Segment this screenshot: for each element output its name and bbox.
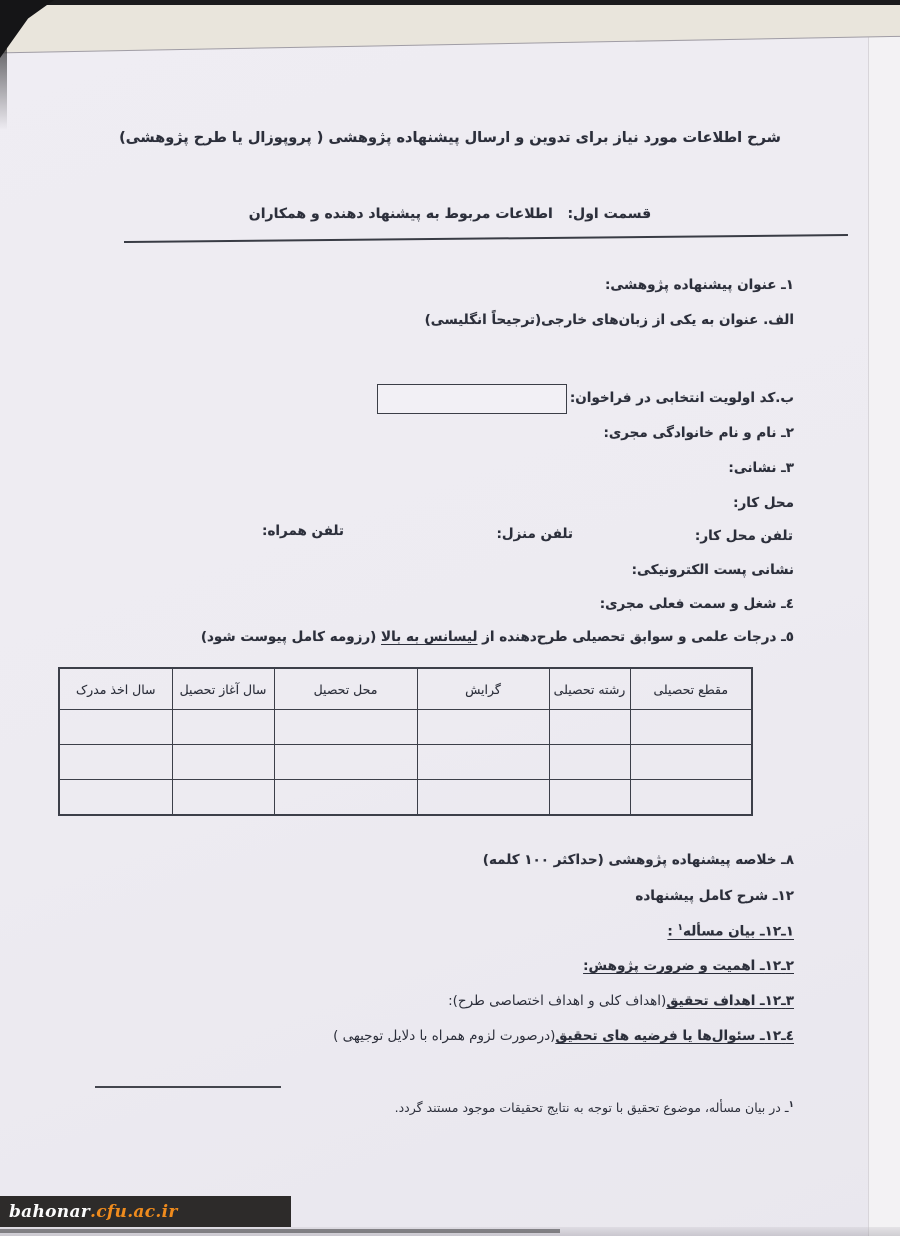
research-questions-note: (درصورت لزوم همراه با دلایل توجیهی )	[333, 1028, 556, 1044]
table-cell[interactable]	[549, 710, 630, 745]
table-cell[interactable]	[630, 780, 752, 816]
field-research-questions	[333, 1028, 794, 1044]
table-header-row	[59, 668, 752, 710]
col-degree-level: مقطع تحصیلی	[630, 668, 752, 710]
table-cell[interactable]	[59, 710, 172, 745]
table-cell[interactable]	[417, 710, 549, 745]
field-priority-code: ب.کد اولویت انتخابی در فراخوان:	[569, 390, 794, 406]
field-phone-home: تلفن منزل:	[496, 526, 573, 542]
table-row	[59, 780, 752, 816]
table-cell[interactable]	[274, 780, 417, 816]
field-address: ۳ـ نشانی:	[728, 460, 794, 476]
field-problem-statement	[667, 923, 794, 940]
academic-records-underlined: لیسانس به بالا	[381, 629, 478, 645]
col-start-year: سال آغاز تحصیل	[172, 668, 274, 710]
field-workplace: محل کار:	[733, 495, 794, 511]
table-cell[interactable]	[172, 780, 274, 816]
scan-bottom-shadow	[0, 1229, 560, 1233]
field-abstract: ۸ـ خلاصه پیشنهاده پژوهشی (حداکثر ۱۰۰ کلمه)	[482, 852, 794, 868]
field-research-goals	[448, 993, 794, 1009]
table-cell[interactable]	[274, 710, 417, 745]
table-cell[interactable]	[172, 745, 274, 780]
table-cell[interactable]	[274, 745, 417, 780]
priority-code-box[interactable]	[377, 384, 567, 414]
site-watermark	[0, 1196, 291, 1227]
field-researcher-name: ۲ـ نام و نام خانوادگی مجری:	[603, 425, 794, 441]
watermark-domain: .cfu.ac.ir	[90, 1201, 178, 1222]
table-cell[interactable]	[630, 745, 752, 780]
table-cell[interactable]	[59, 745, 172, 780]
footnote-text: ـ در بیان مسأله، موضوع تحقیق با توجه به نتایج تحقیقات موجود مستند گردد.	[394, 1100, 789, 1116]
field-academic-records	[201, 629, 794, 645]
field-phone-work: تلفن محل کار:	[694, 528, 793, 544]
field-job-position: ٤ـ شغل و سمت فعلی مجری:	[599, 596, 794, 612]
footnote-ref-mark: ۱	[677, 923, 684, 933]
field-phone-mobile: تلفن همراه:	[262, 523, 344, 539]
col-study-place: محل تحصیل	[274, 668, 417, 710]
form-title: شرح اطلاعات مورد نیاز برای تدوین و ارسال پیشنهاده پژوهشی ( پروپوزال یا طرح پژوهشی)	[119, 130, 781, 146]
table-cell[interactable]	[549, 745, 630, 780]
problem-statement-text: ۱ـ۱۲ـ بیان مسأله	[683, 923, 794, 940]
research-goals-title: ۳ـ۱۲ـ اهداف تحقیق	[666, 993, 794, 1009]
research-questions-title: ٤ـ۱۲ـ سئوال‌ها یا فرضیه های تحقیق	[555, 1028, 794, 1044]
part-one-title: اطلاعات مربوط به پیشنهاد دهنده و همکاران	[248, 206, 553, 222]
section-divider-line	[124, 234, 848, 243]
field-research-importance: ۲ـ۱۲ـ اهمیت و ضرورت پژوهش:	[583, 958, 794, 974]
academic-records-note: (رزومه کامل پیوست شود)	[200, 629, 382, 645]
table-cell[interactable]	[417, 780, 549, 816]
part-one-heading	[60, 206, 840, 222]
scan-top-band	[0, 0, 900, 54]
research-goals-note: (اهداف کلی و اهداف اختصاصی طرح):	[448, 993, 667, 1009]
education-table	[58, 667, 753, 816]
field-proposal-title: ۱ـ عنوان پیشنهاده پژوهشی:	[604, 277, 794, 293]
table-row	[59, 710, 752, 745]
table-cell[interactable]	[630, 710, 752, 745]
col-graduation-year: سال اخذ مدرک	[59, 668, 172, 710]
table-cell[interactable]	[59, 780, 172, 816]
col-field-of-study: رشته تحصیلی	[549, 668, 630, 710]
footnote	[395, 1100, 794, 1115]
table-row	[59, 745, 752, 780]
problem-statement-colon: :	[667, 923, 678, 940]
watermark-name: bahonar	[9, 1201, 91, 1222]
academic-records-text: ٥ـ درجات علمی و سوابق تحصیلی طرح‌دهنده از	[477, 629, 794, 645]
scan-right-edge	[868, 26, 900, 1236]
table-cell[interactable]	[549, 780, 630, 816]
col-specialization: گرایش	[417, 668, 549, 710]
part-one-label: قسمت اول:	[567, 206, 652, 222]
field-email: نشانی پست الکترونیکی:	[631, 562, 794, 578]
table-cell[interactable]	[172, 710, 274, 745]
footnote-divider	[95, 1086, 281, 1088]
scan-top-edge	[0, 0, 900, 5]
field-full-description: ۱۲ـ شرح کامل پیشنهاده	[635, 888, 794, 904]
footnote-number: ۱	[788, 1100, 794, 1110]
field-foreign-title: الف. عنوان به یکی از زبان‌های خارجی(ترجیحاً انگلیسی)	[424, 312, 794, 328]
table-cell[interactable]	[417, 745, 549, 780]
